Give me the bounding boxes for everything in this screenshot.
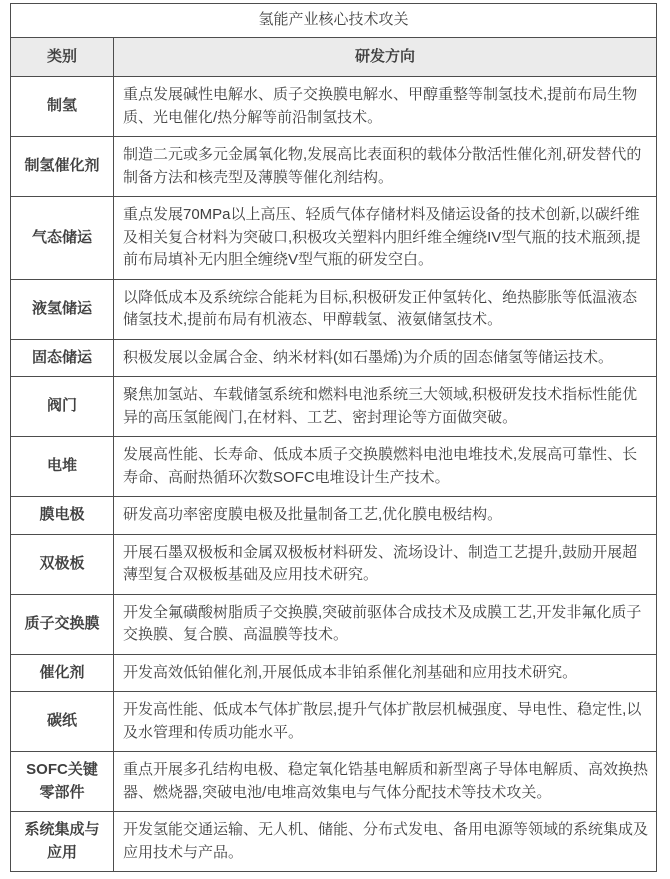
- column-header-category: 类别: [11, 37, 114, 77]
- category-cell: 阀门: [11, 377, 114, 437]
- category-cell: 质子交换膜: [11, 594, 114, 654]
- direction-cell: 开发全氟磺酸树脂质子交换膜,突破前驱体合成技术及成膜工艺,开发非氟化质子交换膜、复合膜、高温膜等技术。: [114, 594, 657, 654]
- title-row: [11, 4, 657, 38]
- table-title: 氢能产业核心技术攻关: [11, 4, 657, 38]
- table-row: [11, 197, 657, 280]
- table-row: [11, 752, 657, 812]
- category-cell: 系统集成与应用: [11, 812, 114, 872]
- category-cell: 电堆: [11, 437, 114, 497]
- direction-cell: 开发高性能、低成本气体扩散层,提升气体扩散层机械强度、导电性、稳定性,以及水管理和传质功能水平。: [114, 692, 657, 752]
- table-row: [11, 654, 657, 692]
- direction-cell: 开展石墨双极板和金属双极板材料研发、流场设计、制造工艺提升,鼓励开展超薄型复合双极板基础及应用技术研究。: [114, 534, 657, 594]
- table-row: [11, 812, 657, 872]
- table-row: [11, 497, 657, 535]
- core-tech-table: [10, 3, 657, 872]
- table-row: [11, 339, 657, 377]
- table-row: [11, 692, 657, 752]
- direction-cell: 重点发展70MPa以上高压、轻质气体存储材料及储运设备的技术创新,以碳纤维及相关复合材料为突破口,积极攻关塑料内胆纤维全缠绕IV型气瓶的技术瓶颈,提前布局填补无内胆全缠绕V型气瓶的研发空白。: [114, 197, 657, 280]
- category-cell: 固态储运: [11, 339, 114, 377]
- category-cell: 制氢: [11, 77, 114, 137]
- direction-cell: 积极发展以金属合金、纳米材料(如石墨烯)为介质的固态储氢等储运技术。: [114, 339, 657, 377]
- table-row: [11, 534, 657, 594]
- direction-cell: 以降低成本及系统综合能耗为目标,积极研发正仲氢转化、绝热膨胀等低温液态储氢技术,提前布局有机液态、甲醇载氢、液氨储氢技术。: [114, 279, 657, 339]
- table-row: [11, 437, 657, 497]
- table-row: [11, 77, 657, 137]
- direction-cell: 开发氢能交通运输、无人机、储能、分布式发电、备用电源等领域的系统集成及应用技术与产品。: [114, 812, 657, 872]
- category-cell: 制氢催化剂: [11, 137, 114, 197]
- table-row: [11, 377, 657, 437]
- column-header-direction: 研发方向: [114, 37, 657, 77]
- category-cell: SOFC关键零部件: [11, 752, 114, 812]
- table-row: [11, 137, 657, 197]
- direction-cell: 研发高功率密度膜电极及批量制备工艺,优化膜电极结构。: [114, 497, 657, 535]
- table-row: [11, 279, 657, 339]
- direction-cell: 制造二元或多元金属氧化物,发展高比表面积的载体分散活性催化剂,研发替代的制备方法和核壳型及薄膜等催化剂结构。: [114, 137, 657, 197]
- direction-cell: 聚焦加氢站、车载储氢系统和燃料电池系统三大领域,积极研发技术指标性能优异的高压氢能阀门,在材料、工艺、密封理论等方面做突破。: [114, 377, 657, 437]
- direction-cell: 重点开展多孔结构电极、稳定氧化锆基电解质和新型离子导体电解质、高效换热器、燃烧器,突破电池/电堆高效集电与气体分配技术等技术攻关。: [114, 752, 657, 812]
- header-row: [11, 37, 657, 77]
- category-cell: 气态储运: [11, 197, 114, 280]
- category-cell: 膜电极: [11, 497, 114, 535]
- table-row: [11, 594, 657, 654]
- direction-cell: 开发高效低铂催化剂,开展低成本非铂系催化剂基础和应用技术研究。: [114, 654, 657, 692]
- direction-cell: 发展高性能、长寿命、低成本质子交换膜燃料电池电堆技术,发展高可靠性、长寿命、高耐热循环次数SOFC电堆设计生产技术。: [114, 437, 657, 497]
- category-cell: 碳纸: [11, 692, 114, 752]
- category-cell: 液氢储运: [11, 279, 114, 339]
- category-cell: 双极板: [11, 534, 114, 594]
- category-cell: 催化剂: [11, 654, 114, 692]
- direction-cell: 重点发展碱性电解水、质子交换膜电解水、甲醇重整等制氢技术,提前布局生物质、光电催化/热分解等前沿制氢技术。: [114, 77, 657, 137]
